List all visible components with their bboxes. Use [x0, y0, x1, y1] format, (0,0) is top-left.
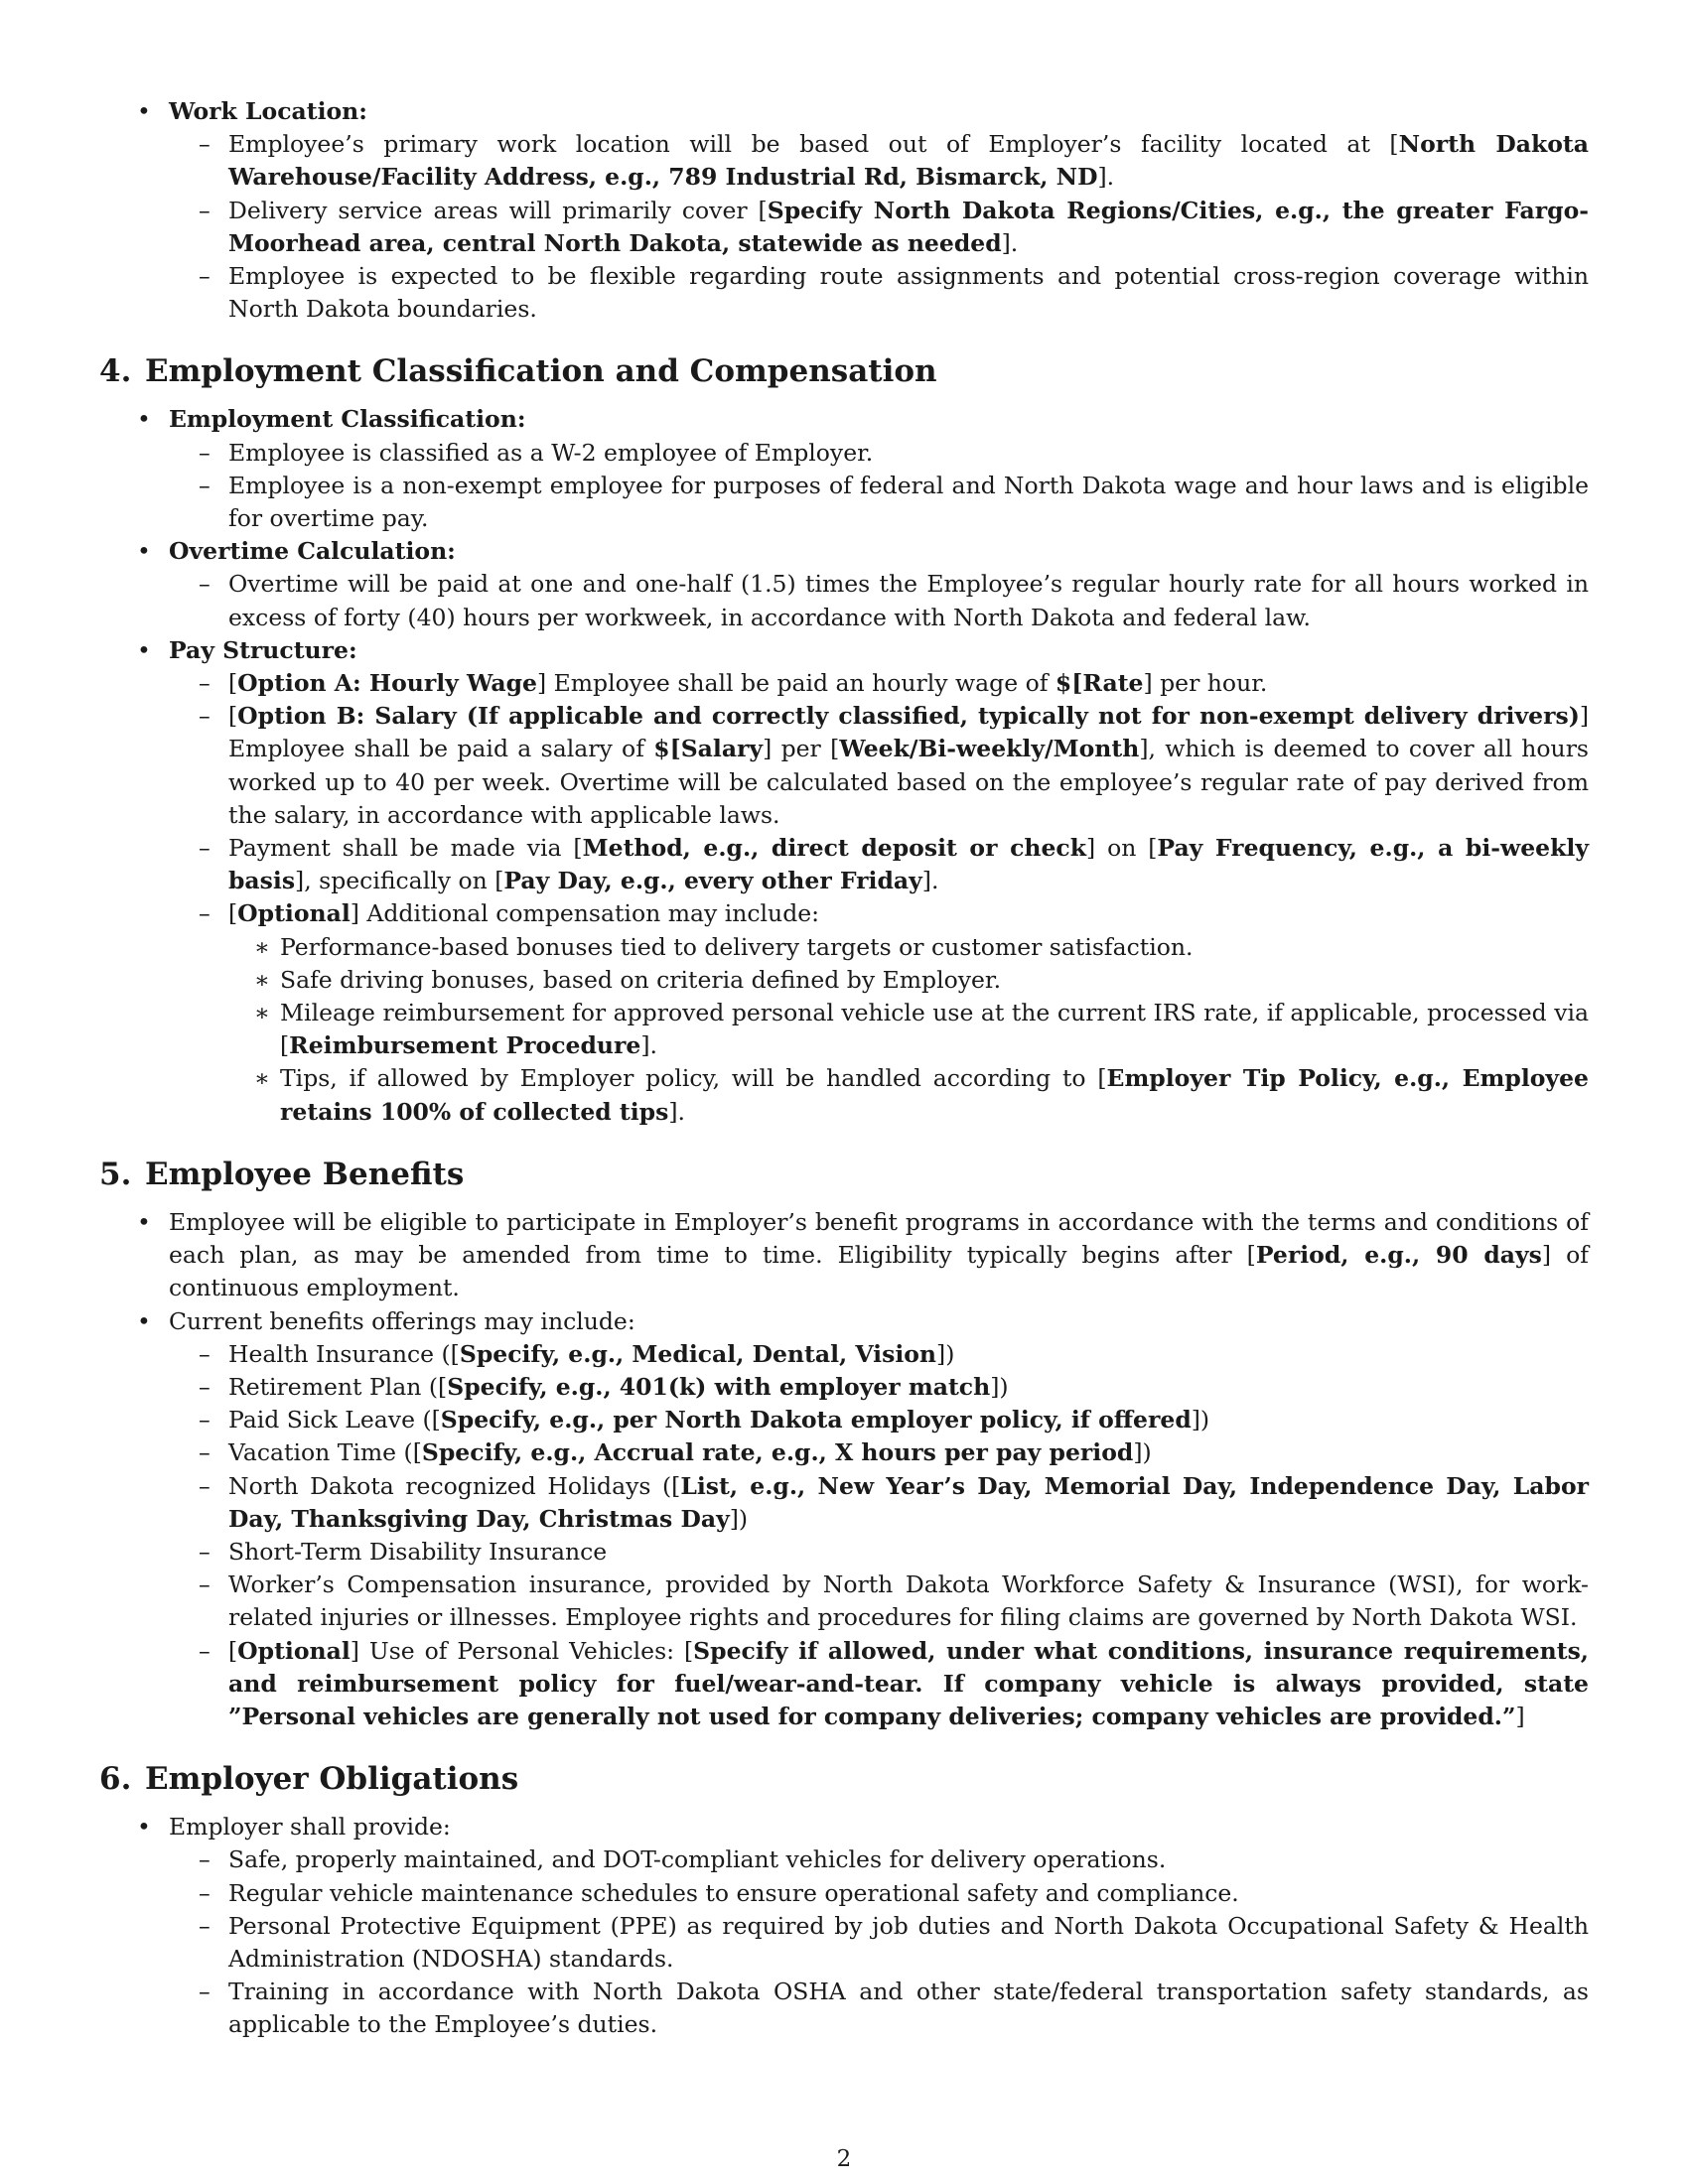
section-5-list — [99, 1206, 1589, 1733]
list-item: – Short-Term Disability Insurance — [228, 1536, 1589, 1569]
employer-provides-item: • Employer shall provide: – Safe, properly maintained, and DOT-compliant vehicles for delivery operations. – Regular vehicle maintenance schedules to ensure operational safety and compliance. – Personal Protective Equipment (PPE) as required by job duties and North Dakota Occupational Safety & Health Administration (NDOSHA) standards. – Training in accordance with North Dakota OSHA and other state/federal transportation safety standards, as applicable to the Employee’s duties. — [169, 1811, 1589, 2041]
section-6-list — [99, 1811, 1589, 2041]
list-item: – Training in accordance with North Dakota OSHA and other state/federal transportation safety standards, as applicable to the Employee’s duties. — [199, 1978, 1589, 2039]
dash-icon: – — [199, 262, 211, 291]
dash-icon: – — [199, 1471, 211, 1500]
list-item: – North Dakota recognized Holidays ([List, e.g., New Year’s Day, Memorial Day, Independence Day, Labor Day, Thanksgiving Day, Christmas Day]) — [199, 1471, 1589, 1533]
list-item: – Delivery service areas will primarily cover [Specify North Dakota Regions/Cities, e.g., the greater Fargo-Moorhead area, central North Dakota, statewide as needed]. — [199, 196, 1589, 257]
sub-list-item: ∗ Mileage reimbursement for approved personal vehicle use at the current IRS rate, if applicable, processed via [Reimbursement Procedure]. — [254, 999, 1589, 1060]
list-item: – Vacation Time ([Specify, e.g., Accrual rate, e.g., X hours per pay period]) — [228, 1436, 1589, 1469]
dash-icon: – — [199, 1978, 211, 2006]
list-item: – [Optional] Use of Personal Vehicles: [Specify if allowed, under what conditions, insurance requirements, and reimbursement policy for fuel/wear-and-tear. If company vehicle is always provided, state ”Personal vehicles are generally not used for company deliveries; company vehicles are provided.”] — [199, 1636, 1589, 1730]
sub-list-item: ∗ Performance-based bonuses tied to delivery targets or customer satisfaction. — [280, 931, 1589, 964]
dash-icon: – — [199, 702, 211, 731]
dash-icon: – — [199, 471, 211, 499]
dash-icon: – — [199, 1438, 211, 1467]
section-4-list — [99, 403, 1589, 1128]
dash-icon: – — [199, 570, 211, 599]
work-location-item — [137, 95, 1589, 326]
list-item: – Employee’s primary work location will be based out of Employer’s facility located at [North Dakota Warehouse/Facility Address, e.g., 789 Industrial Rd, Bismarck, ND]. — [199, 130, 1589, 192]
document-page — [99, 95, 1589, 2042]
dash-icon: – — [199, 1406, 211, 1434]
dash-icon: – — [199, 1878, 211, 1907]
list-item: – Worker’s Compensation insurance, provided by North Dakota Workforce Safety & Insurance (WSI), for work-related injuries or illnesses. Employee rights and procedures for filing claims are governed by North Dakota WSI. — [199, 1570, 1589, 1632]
list-item: – Personal Protective Equipment (PPE) as required by job duties and North Dakota Occupational Safety & Health Administration (NDOSHA) standards. — [199, 1911, 1589, 1973]
bullet-icon: • — [137, 537, 151, 566]
list-item: – Regular vehicle maintenance schedules to ensure operational safety and compliance. — [228, 1877, 1589, 1910]
list-item: – Safe, properly maintained, and DOT-compliant vehicles for delivery operations. — [228, 1843, 1589, 1876]
bullet-icon: • — [137, 405, 151, 434]
list-item: – [Optional] Additional compensation may include: ∗ Performance-based bonuses tied to delivery targets or customer satisfaction. ∗ Safe driving bonuses, based on criteria defined by Employer. ∗ Mileage reimbursement for approved personal vehicle use at the current IRS rate, if applicable, processed via [Reimbursement Procedure]. ∗ Tips, if allowed by Employer policy, will be handled according to [Employer Tip Policy, e.g., Employee retains 100% of collected tips]. — [228, 897, 1589, 1128]
list-item: – [Option B: Salary (If applicable and correctly classified, typically not for non-exempt delivery drivers)] Employee shall be paid a salary of $[Salary] per [Week/Bi-weekly/Month], which is deemed to cover all hours worked up to 40 per week. Overtime will be calculated based on the employee’s regular rate of pay derived from the salary, in accordance with applicable laws. — [199, 702, 1589, 829]
dash-icon: – — [199, 1911, 211, 1940]
asterisk-icon: ∗ — [254, 1064, 270, 1093]
dash-icon: – — [199, 899, 211, 928]
dash-icon: – — [199, 130, 211, 159]
dash-icon: – — [199, 669, 211, 698]
dash-icon: – — [199, 834, 211, 863]
list-item: – Retirement Plan ([Specify, e.g., 401(k) with employer match]) — [228, 1371, 1589, 1404]
dash-icon: – — [199, 1372, 211, 1401]
list-item: – Payment shall be made via [Method, e.g., direct deposit or check] on [Pay Frequency, e.g., a bi-weekly basis], specifically on [Pay Day, e.g., every other Friday]. — [199, 834, 1589, 895]
page-number: 2 — [836, 2146, 852, 2172]
dash-icon: – — [199, 1339, 211, 1368]
section-4-heading: 4. Employment Classification and Compensation — [99, 353, 937, 390]
dash-icon: – — [199, 1636, 211, 1665]
work-location-label: Work Location: — [169, 97, 367, 125]
section-6-heading: 6. Employer Obligations — [99, 1761, 519, 1798]
list-item: – [Option A: Hourly Wage] Employee shall be paid an hourly wage of $[Rate] per hour. — [228, 667, 1589, 700]
dash-icon: – — [199, 1537, 211, 1566]
bullet-icon: • — [137, 1306, 151, 1335]
list-item: – Employee is a non-exempt employee for purposes of federal and North Dakota wage and hour laws and is eligible for overtime pay. — [199, 471, 1589, 533]
list-item: – Overtime will be paid at one and one-half (1.5) times the Employee’s regular hourly rate for all hours worked in excess of forty (40) hours per workweek, in accordance with North Dakota and federal law. — [199, 570, 1589, 631]
list-item: – Employee is classified as a W-2 employee of Employer. — [228, 437, 1589, 470]
bullet-icon: • — [137, 635, 151, 664]
list-item: – Health Insurance ([Specify, e.g., Medical, Dental, Vision]) — [228, 1338, 1589, 1371]
list-item: – Paid Sick Leave ([Specify, e.g., per North Dakota employer policy, if offered]) — [228, 1404, 1589, 1436]
classification-item: • Employment Classification: – Employee is classified as a W-2 employee of Employer. – Employee is a non-exempt employee for purposes of federal and North Dakota wage and hour laws and is eligible for overtime pay. — [169, 403, 1589, 535]
eligibility-item: • Employee will be eligible to participate in Employer’s benefit programs in accordance with the terms and conditions of each plan, as may be amended from time to time. Eligibility typically begins after [Period, e.g., 90 days] of continuous employment. — [137, 1207, 1589, 1302]
bullet-icon: • — [137, 1813, 151, 1842]
section-5-heading: 5. Employee Benefits — [99, 1156, 465, 1192]
dash-icon: – — [199, 1845, 211, 1874]
asterisk-icon: ∗ — [254, 999, 270, 1027]
sub-list-item: ∗ Tips, if allowed by Employer policy, will be handled according to [Employer Tip Policy, e.g., Employee retains 100% of collected tips]. — [254, 1064, 1589, 1126]
dash-icon: – — [199, 1570, 211, 1599]
work-location-list — [99, 95, 1589, 326]
asterisk-icon: ∗ — [254, 932, 270, 961]
pay-structure-item: • Pay Structure: – [Option A: Hourly Wage] Employee shall be paid an hourly wage of $[Rate] per hour. – [Option B: Salary (If applicable and correctly classified, typically not for non-exempt delivery drivers)] Employee shall be paid a salary of $[Salary] per [Week/Bi-weekly/Month], which is deemed to cover all hours worked up to 40 per week. Overtime will be calculated based on the employee’s regular rate of pay derived from the salary, in accordance with applicable laws. – Payment shall be made via [Method, e.g., direct deposit or check] on [Pay Frequency, e.g., a bi-weekly basis], specifically on [Pay Day, e.g., every other Friday]. – [Optional] Additional compensation may include: ∗ Performance-based bonuses tied to delivery targets or customer satisfaction. ∗ Safe driving bonuses, based on criteria defined by Employer. ∗ Mileage reimbursement for approved personal vehicle use at the current IRS rate, if applicable, processed via [Reimbursement Procedure]. ∗ Tips, if allowed by Employer policy, will be handled according to [Employer Tip Policy, e.g., Employee retains 100% of collected tips]. — [169, 634, 1589, 1129]
asterisk-icon: ∗ — [254, 965, 270, 994]
bullet-icon: • — [137, 97, 151, 125]
benefits-offerings-item: • Current benefits offerings may include: – Health Insurance ([Specify, e.g., Medical, Dental, Vision]) – Retirement Plan ([Specify, e.g., 401(k) with employer match]) – Paid Sick Leave ([Specify, e.g., per North Dakota employer policy, if offered]) – Vacation Time ([Specify, e.g., Accrual rate, e.g., X hours per pay period]) – North Dakota recognized Holidays ([List, e.g., New Year’s Day, Memorial Day, Independence Day, Labor Day, Thanksgiving Day, Christmas Day]) – Short-Term Disability Insurance – Worker’s Compensation insurance, provided by North Dakota Workforce Safety & Insurance (WSI), for work-related injuries or illnesses. Employee rights and procedures for filing claims are governed by North Dakota WSI. – [Optional] Use of Personal Vehicles: [Specify if allowed, under what conditions, insurance requirements, and reimbursement policy for fuel/wear-and-tear. If company vehicle is always provided, state ”Personal vehicles are generally not used for company deliveries; company vehicles are provided.”] — [169, 1305, 1589, 1734]
dash-icon: – — [199, 438, 211, 467]
overtime-item: • Overtime Calculation: – Overtime will be paid at one and one-half (1.5) times the Employee’s regular hourly rate for all hours worked in excess of forty (40) hours per workweek, in accordance with North Dakota and federal law. — [169, 535, 1589, 634]
dash-icon: – — [199, 196, 211, 224]
bullet-icon: • — [137, 1207, 151, 1236]
sub-list-item: ∗ Safe driving bonuses, based on criteria defined by Employer. — [280, 964, 1589, 997]
list-item: – Employee is expected to be flexible regarding route assignments and potential cross-region coverage within North Dakota boundaries. — [199, 262, 1589, 324]
